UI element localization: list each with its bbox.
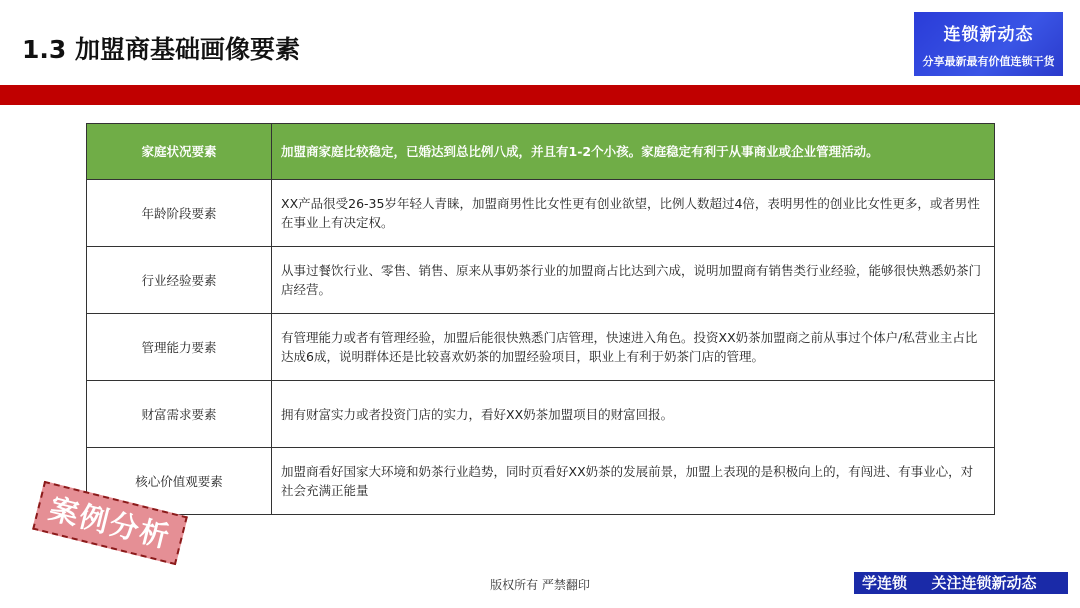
row-value: XX产品很受26-35岁年轻人青睐，加盟商男性比女性更有创业欲望，比例人数超过4倍，表明男性的创业比女性更多，或者男性在事业上有决定权。 xyxy=(272,180,995,247)
table-header-row xyxy=(87,124,995,180)
footer-brand-right: 关注连锁新动态 xyxy=(931,574,1037,592)
brand-badge xyxy=(914,12,1063,76)
footer-brand-left: 学连锁 xyxy=(862,574,908,592)
page-title: 1.3 加盟商基础画像要素 xyxy=(22,35,300,64)
table-row xyxy=(87,314,995,381)
row-value: 有管理能力或者有管理经验，加盟后能很快熟悉门店管理，快速进入角色。投资XX奶茶加盟商之前从事过个体户/私营业主占比达成6成，说明群体还是比较喜欢奶茶的加盟经验项目，职业上有利于奶茶门店的管理。 xyxy=(272,314,995,381)
case-analysis-stamp: 案例分析 xyxy=(32,481,188,565)
row-value: 拥有财富实力或者投资门店的实力，看好XX奶茶加盟项目的财富回报。 xyxy=(272,381,995,448)
row-key: 年龄阶段要素 xyxy=(87,180,272,247)
row-key: 财富需求要素 xyxy=(87,381,272,448)
row-key: 行业经验要素 xyxy=(87,247,272,314)
header-band xyxy=(0,85,1080,105)
badge-title: 连锁新动态 xyxy=(943,25,1034,45)
row-key: 核心价值观要素 xyxy=(87,448,272,515)
row-key: 家庭状况要素 xyxy=(87,124,272,180)
copyright-footer: 版权所有 严禁翻印 xyxy=(490,578,590,592)
row-key: 管理能力要素 xyxy=(87,314,272,381)
badge-subtitle: 分享最新最有价值连锁干货 xyxy=(922,55,1055,68)
footer-brand-banner xyxy=(854,572,1068,594)
row-value: 加盟商看好国家大环境和奶茶行业趋势，同时页看好XX奶茶的发展前景，加盟上表现的是积极向上的，有闯进、有事业心，对社会充满正能量 xyxy=(272,448,995,515)
row-value: 加盟商家庭比较稳定，已婚达到总比例八成，并且有1-2个小孩。家庭稳定有利于从事商业或企业管理活动。 xyxy=(272,124,995,180)
table-row xyxy=(87,247,995,314)
table-row xyxy=(87,180,995,247)
table-row xyxy=(87,448,995,515)
elements-table xyxy=(86,123,995,515)
table-row xyxy=(87,381,995,448)
row-value: 从事过餐饮行业、零售、销售、原来从事奶茶行业的加盟商占比达到六成，说明加盟商有销售类行业经验，能够很快熟悉奶茶门店经营。 xyxy=(272,247,995,314)
